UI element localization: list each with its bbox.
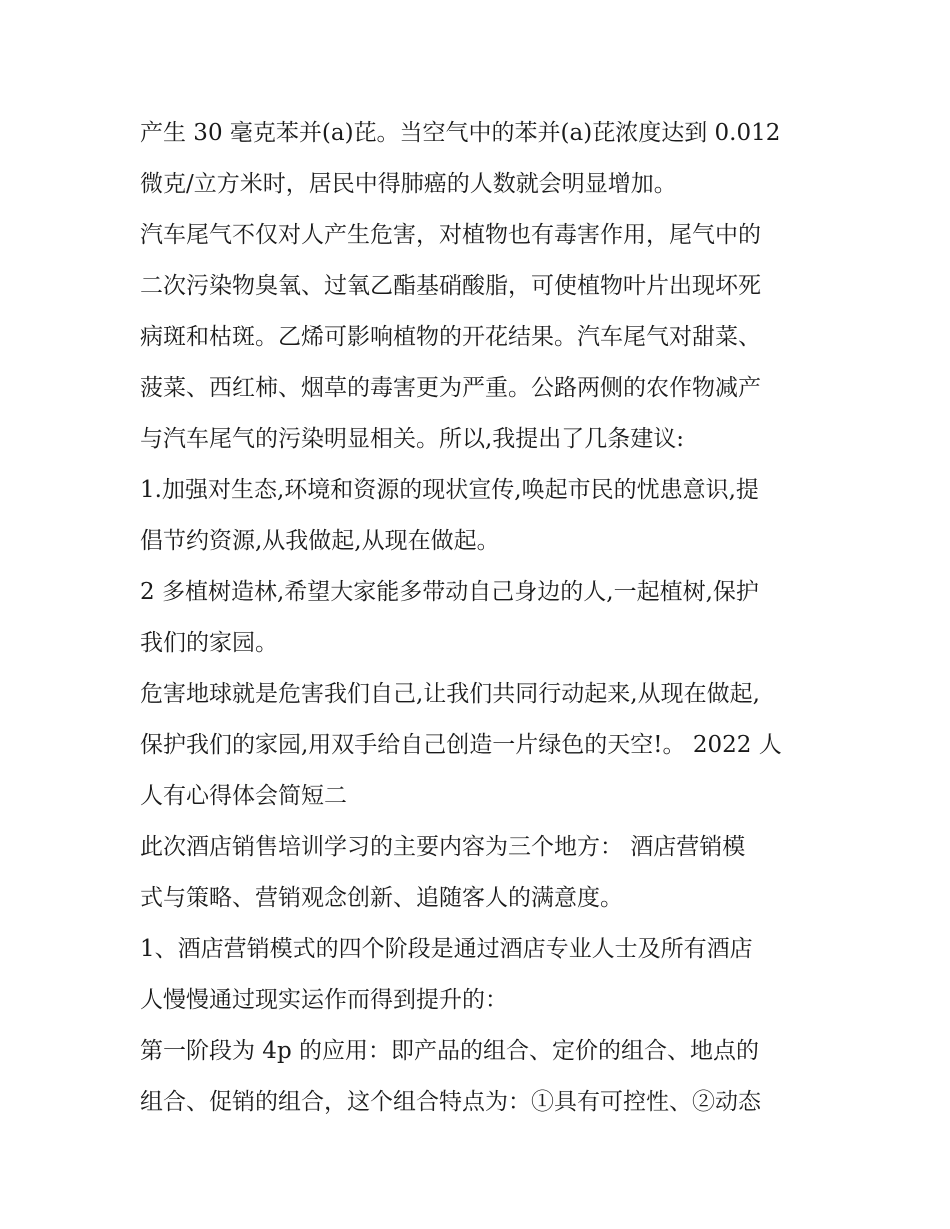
text-line: 人有心得体会简短二 xyxy=(140,783,347,809)
text-line: 危害地球就是危害我们自己,让我们共同行动起来,从现在做起, xyxy=(140,681,760,707)
text-line: 保护我们的家园,用双手给自己创造一片绿色的天空!。 2022 人 xyxy=(140,732,782,758)
document-body xyxy=(140,108,820,1128)
text-line: 二次污染物臭氧、过氧乙酯基硝酸脂，可使植物叶片出现坏死 xyxy=(140,273,761,299)
text-line: 第一阶段为 4p 的应用：即产品的组合、定价的组合、地点的 xyxy=(140,1038,759,1064)
text-line: 人慢慢通过现实运作而得到提升的： xyxy=(140,987,508,1013)
text-line: 式与策略、营销观念创新、追随客人的满意度。 xyxy=(140,885,623,911)
text-line: 产生 30 毫克苯并(a)芘。当空气中的苯并(a)芘浓度达到 0.012 xyxy=(140,120,781,146)
text-line: 2 多植树造林,希望大家能多带动自己身边的人,一起植树,保护 xyxy=(140,579,759,605)
text-line: 菠菜、西红柿、烟草的毒害更为严重。公路两侧的农作物减产 xyxy=(140,375,761,401)
text-line: 此次酒店销售培训学习的主要内容为三个地方： 酒店营销模 xyxy=(140,834,746,860)
text-line: 1.加强对生态,环境和资源的现状宣传,唤起市民的忧患意识,提 xyxy=(140,477,759,503)
text-line: 汽车尾气不仅对人产生危害，对植物也有毒害作用，尾气中的 xyxy=(140,222,761,248)
text-line: 微克/立方米时，居民中得肺癌的人数就会明显增加。 xyxy=(140,171,677,197)
text-line: 倡节约资源,从我做起,从现在做起。 xyxy=(140,528,500,554)
text-line: 组合、促销的组合，这个组合特点为：①具有可控性、②动态 xyxy=(140,1089,761,1115)
text-line: 1、酒店营销模式的四个阶段是通过酒店专业人士及所有酒店 xyxy=(140,936,753,962)
text-line: 病斑和枯斑。乙烯可影响植物的开花结果。汽车尾气对甜菜、 xyxy=(140,324,761,350)
text-line: 与汽车尾气的污染明显相关。所以,我提出了几条建议: xyxy=(140,426,685,452)
text-line: 我们的家园。 xyxy=(140,630,278,656)
